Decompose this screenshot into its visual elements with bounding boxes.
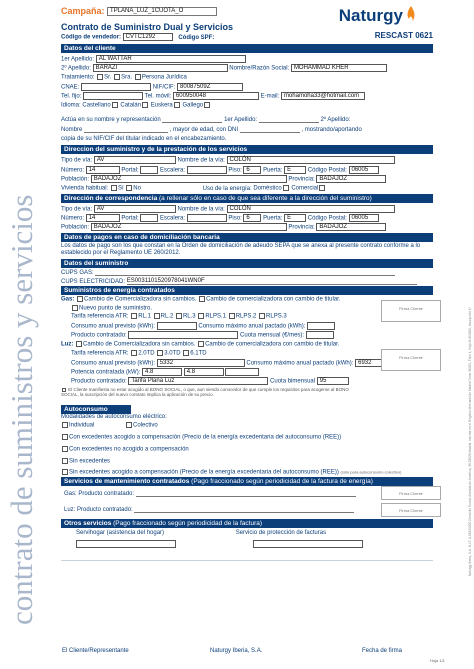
gas-row-1 xyxy=(61,296,433,303)
supply-numero-row xyxy=(61,166,433,174)
naturgy-logo xyxy=(339,6,403,26)
idioma-row xyxy=(61,102,433,109)
potencia-label: Potencia contratada xyxy=(71,369,125,376)
corr-cp-field[interactable]: 06005 xyxy=(349,214,379,222)
supply-via-row xyxy=(61,156,433,164)
nif-field[interactable]: 80087509Z xyxy=(177,83,243,91)
tipo-via-label: Tipo de vía: xyxy=(61,157,93,164)
other-header-note: (Pago fraccionado según periodicidad de la factura) xyxy=(113,520,263,527)
servihogar-label: Servihogar (asistencia del hogar) xyxy=(76,530,165,536)
gas-consumo-field[interactable] xyxy=(157,322,197,330)
auto-exc1-row xyxy=(61,434,433,441)
luz-consumo-label: Consumo anual previsto (kWh): xyxy=(71,360,156,367)
luz-consumo-max-field[interactable]: 6932 xyxy=(355,359,383,367)
gas-label: Gas: xyxy=(61,296,75,303)
luz-consumo-field[interactable]: 5332 xyxy=(157,359,245,367)
ap2-field[interactable]: BARAZI xyxy=(93,64,228,72)
corr-portal-field[interactable] xyxy=(140,214,158,222)
luz-cambio-sin-checkbox[interactable] xyxy=(76,341,82,347)
luz-tarifa-label: Tarifa referencia ATR: xyxy=(71,350,129,357)
maint-header-note: (Pago fraccionado según periodicidad de la factura de energía) xyxy=(191,478,373,485)
other-header xyxy=(61,519,433,528)
rep-ap2-label: 2º Apellido: xyxy=(320,117,351,124)
corr-numero-label: Número: xyxy=(61,215,85,222)
gas-nuevo-checkbox[interactable] xyxy=(72,305,78,311)
gas-cambio-con-checkbox[interactable] xyxy=(199,296,205,302)
idioma-label: Idioma: xyxy=(61,102,81,109)
flame-icon xyxy=(405,5,417,23)
exc3-checkbox[interactable] xyxy=(62,458,68,464)
rep-mostrando-label: , mostrando/aportando xyxy=(301,127,362,134)
servihogar-field[interactable] xyxy=(76,540,176,548)
movil-label: Tel. móvil: xyxy=(144,93,172,100)
energy-header: Suministros de energía contratados xyxy=(61,286,433,295)
bono-social-note xyxy=(61,387,361,397)
sra-checkbox[interactable] xyxy=(114,74,120,80)
footer-fecha: Fecha de firma xyxy=(362,648,403,654)
cups-gas-field[interactable] xyxy=(95,269,395,276)
bank-text: Los datos de pago son los que constan en la Orden de domiciliación de adeudo SEPA que se anexa al presente contrato conforme a lo establecido por el Reglamento UE 260/2012. xyxy=(61,243,421,256)
colectivo-label: Colectivo xyxy=(133,422,158,429)
proteccion-label: Servicio de protección de facturas xyxy=(235,530,327,536)
cp-field[interactable]: 06005 xyxy=(349,166,379,174)
rlps3-checkbox[interactable] xyxy=(259,313,265,319)
luz-producto-field[interactable]: Tarifa Plana Luz xyxy=(128,377,268,385)
auto-exc2-row xyxy=(61,446,433,453)
td6-label: 6.1TD xyxy=(190,350,207,357)
corr-via-row xyxy=(61,205,433,213)
cups-gas-row xyxy=(61,269,433,276)
td2-label: 2.0TD xyxy=(138,350,155,357)
exc2-checkbox[interactable] xyxy=(62,446,68,452)
rlps2-label: RLPS.2 xyxy=(235,313,257,320)
luz-opt2-label: Cambio de comercializadora con cambio de titular. xyxy=(205,341,340,348)
spf-label: Código SPF: xyxy=(178,34,215,41)
gas-consumo-max-field[interactable] xyxy=(307,322,335,330)
corr-provincia-field[interactable]: BADAJOZ xyxy=(316,223,386,231)
gas-producto-field[interactable] xyxy=(128,331,238,339)
ap1-label: 1er Apellido: xyxy=(61,56,95,63)
rlps1-label: RLPS.1 xyxy=(205,313,227,320)
corr-cp-label: Código Postal: xyxy=(307,215,347,222)
corr-puerta-label: Puerta: xyxy=(263,215,283,222)
cnae-row xyxy=(61,83,433,91)
cnae-label: CNAE: xyxy=(61,84,80,91)
potencia-unit: (kW): xyxy=(126,369,141,376)
servihogar-row xyxy=(76,530,448,536)
piso-label: Piso: xyxy=(228,167,242,174)
campaign xyxy=(61,6,217,16)
campaign-field[interactable]: TPLANA_LUZ_1CUOTA_O xyxy=(107,7,217,16)
rep-nombre-label: Nombre xyxy=(61,127,83,134)
maint-gas-signature[interactable]: Firma Cliente xyxy=(381,486,441,500)
poblacion-field[interactable]: BADAJOZ xyxy=(91,175,287,183)
catalan-label: Catalán xyxy=(120,102,142,109)
other-fields-row xyxy=(76,540,448,548)
cups-gas-label: CUPS GAS: xyxy=(61,270,94,277)
nombre-label: Nombre/Razón Social: xyxy=(229,65,290,72)
page-number: Hoja 1/1 xyxy=(430,658,445,663)
luz-producto-row xyxy=(71,377,443,385)
gas-cambio-sin-checkbox[interactable] xyxy=(77,296,83,302)
provincia-field[interactable]: BADAJOZ xyxy=(316,175,386,183)
numero-field[interactable]: 14 xyxy=(86,166,120,174)
castellano-checkbox[interactable] xyxy=(112,102,118,108)
auto-header: Autoconsumo xyxy=(61,405,131,414)
euskera-label: Euskera xyxy=(150,102,173,109)
corr-tipo-via-field[interactable]: AV xyxy=(94,205,176,213)
maint-luz-label: Luz: Producto contratado: xyxy=(64,507,133,514)
pj-checkbox[interactable] xyxy=(135,74,141,80)
td6-checkbox[interactable] xyxy=(183,350,189,356)
cp-label: Código Postal: xyxy=(307,167,347,174)
cnae-field[interactable] xyxy=(81,83,151,91)
nombre-field[interactable]: MOHAMMAD KHER xyxy=(291,64,387,72)
side-title-text: contrato de suministros y servicios xyxy=(4,194,39,625)
gas-opt1-label: Cambio de Comercializadora sin cambios. xyxy=(84,296,197,303)
tel-label: Tel. fijo: xyxy=(61,93,82,100)
td2-checkbox[interactable] xyxy=(131,350,137,356)
rl2-label: RL.2 xyxy=(160,313,174,320)
gas-opt3-label: Nuevo punto de suministro. xyxy=(79,305,153,312)
comercial-label: Comercial xyxy=(291,185,319,192)
domestico-checkbox[interactable] xyxy=(283,185,289,191)
corr-piso-label: Piso: xyxy=(228,215,242,222)
potencia-p3-field[interactable] xyxy=(225,368,259,376)
maint-header-text: Servicios de mantenimiento contratados xyxy=(64,478,190,485)
rep-row-3: copia de su NIF/CIF del titular indicado en el encabezamiento. xyxy=(61,136,227,142)
gas-producto-label: Producto contratado: xyxy=(71,332,127,339)
nif-label: NIF/CIF: xyxy=(152,84,176,91)
auto-exc4-row xyxy=(61,469,433,476)
gas-signature-box[interactable]: Firma Cliente xyxy=(381,300,441,322)
tel-row xyxy=(61,92,433,100)
side-legal-code xyxy=(464,118,474,578)
vivienda-no-checkbox[interactable] xyxy=(126,185,132,191)
provincia-label: Provincia: xyxy=(288,176,315,183)
luz-row-1 xyxy=(61,341,433,348)
rep-nombre-field[interactable] xyxy=(84,126,168,133)
gas-producto-row xyxy=(71,331,443,339)
cups-elec-row xyxy=(61,278,433,285)
corr-nombre-via-label: Nombre de la vía: xyxy=(177,206,225,213)
rep-actua: Actúa en xyxy=(61,117,85,124)
gas-cuota-label: Cuota mensual (€/mes): xyxy=(240,332,305,339)
td3-label: 3.0TD xyxy=(164,350,181,357)
vivienda-label: Vivienda habitual: xyxy=(61,185,109,192)
tel-field[interactable] xyxy=(83,92,143,100)
piso-field[interactable]: 6 xyxy=(243,166,261,174)
colectivo-checkbox[interactable] xyxy=(126,422,132,428)
maint-header xyxy=(61,477,433,486)
vivienda-si-checkbox[interactable] xyxy=(111,185,117,191)
sr-checkbox[interactable] xyxy=(97,74,103,80)
numero-label: Número: xyxy=(61,167,85,174)
email-field[interactable]: mohamoha33@hotmail.com xyxy=(281,92,365,100)
exc3-label: Sin excedentes xyxy=(69,458,111,465)
domestico-label: Doméstico xyxy=(253,185,282,192)
nombre-via-field[interactable]: COLÓN xyxy=(227,156,395,164)
potencia-p2-field[interactable]: 4.8 xyxy=(184,368,224,376)
maint-gas-field[interactable] xyxy=(136,490,356,497)
gas-opt2-label: Cambio de comercializadora con cambio de titular. xyxy=(206,296,341,303)
gas-cuota-field[interactable] xyxy=(306,331,334,339)
castellano-label: Castellano xyxy=(82,102,111,109)
supply-poblacion-row xyxy=(61,175,433,183)
sra-label: Sra. xyxy=(121,74,133,81)
rlps3-label: RLPS.3 xyxy=(266,313,287,320)
proteccion-field[interactable] xyxy=(253,540,363,548)
corr-poblacion-label: Población: xyxy=(61,224,90,231)
rlps1-checkbox[interactable] xyxy=(198,313,204,319)
auto-exc3-row xyxy=(61,458,433,465)
gas-tarifa-label: Tarifa referencia ATR: xyxy=(71,313,129,320)
cuota-bimensual-label: Cuota bimensual xyxy=(270,378,316,385)
client-section-header: Datos del cliente xyxy=(61,44,433,53)
vivienda-row xyxy=(61,185,433,192)
rlps2-checkbox[interactable] xyxy=(229,313,235,319)
ap2-label: 2º Apellido: xyxy=(61,65,91,72)
exc2-label: Con excedentes no acogido a compensación xyxy=(69,446,189,453)
gallego-checkbox[interactable] xyxy=(204,102,210,108)
vendor-label: Código de vendedor: xyxy=(61,34,121,41)
movil-field[interactable]: 600950048 xyxy=(173,92,259,100)
rep-row-2 xyxy=(61,126,433,133)
puerta-field[interactable]: E xyxy=(284,166,306,174)
no-label: No xyxy=(133,185,141,192)
rep-ap1-field[interactable] xyxy=(259,116,319,123)
form-code: RESCAST 0621 xyxy=(374,31,433,40)
potencia-p1-field[interactable]: 4.8 xyxy=(142,368,182,376)
euskera-checkbox[interactable] xyxy=(174,102,180,108)
tratamiento-row xyxy=(61,74,433,81)
exc4-label: Sin excedentes acogido a compensación (Precio de la energía excedentaria del autoconsumo (REE)) xyxy=(69,469,339,476)
uso-label: Uso de la energía: xyxy=(202,185,252,192)
corr-tipo-via-label: Tipo de vía: xyxy=(61,206,93,213)
si-label: Sí xyxy=(117,185,124,192)
rl2-checkbox[interactable] xyxy=(154,313,160,319)
corr-poblacion-row xyxy=(61,223,433,231)
email-label: E-mail: xyxy=(260,93,280,100)
corr-poblacion-field[interactable]: BADAJOZ xyxy=(91,223,287,231)
rl3-checkbox[interactable] xyxy=(176,313,182,319)
logo-text: Naturgy xyxy=(338,6,403,25)
luz-producto-label: Producto contratado: xyxy=(71,378,127,385)
tratamiento-label: Tratamiento: xyxy=(61,74,95,81)
auto-modalidades: Modalidades de autoconsumo eléctrico: xyxy=(61,414,167,420)
rep-nombre-repr: su nombre y representación xyxy=(86,117,161,124)
rl1-checkbox[interactable] xyxy=(131,313,137,319)
individual-checkbox[interactable] xyxy=(62,422,68,428)
escalera-field[interactable] xyxy=(187,166,227,174)
maint-luz-signature[interactable]: Firma Cliente xyxy=(381,503,441,517)
catalan-checkbox[interactable] xyxy=(142,102,148,108)
side-title xyxy=(2,110,42,630)
rl1-label: RL.1 xyxy=(138,313,151,320)
campaign-label: Campaña: xyxy=(61,6,105,16)
corr-escalera-label: Escalera: xyxy=(160,215,186,222)
bank-header: Datos de pagos en caso de domiciliación bancaria xyxy=(61,233,433,242)
gallego-label: Gallego xyxy=(182,102,204,109)
client-ap2-row xyxy=(61,64,433,72)
vendor-field[interactable]: CVTC1292 xyxy=(123,33,173,41)
maint-luz-field[interactable] xyxy=(134,506,354,513)
individual-label: Individual xyxy=(69,422,95,429)
exc4-note: (sólo para autoconsumo colectivo) xyxy=(340,469,402,475)
rep-ap1-label: 1er Apellido: xyxy=(224,117,258,124)
luz-consumo-max-label: Consumo máximo anual pactado (kWh): xyxy=(246,360,354,367)
luz-label: Luz: xyxy=(61,341,74,348)
footer-cliente: El Cliente/Representante xyxy=(62,648,129,654)
corr-nombre-via-field[interactable]: COLÓN xyxy=(227,205,395,213)
td3-checkbox[interactable] xyxy=(157,350,163,356)
supply-data-header: Datos del suministro xyxy=(61,259,433,268)
corr-portal-label: Portal: xyxy=(121,215,139,222)
supply-address-header: Direccion del suministro y de la prestación de los servicios xyxy=(61,145,433,154)
auto-modalidad-row xyxy=(61,422,433,429)
corr-escalera-field[interactable] xyxy=(187,214,227,222)
comercial-checkbox[interactable] xyxy=(319,185,325,191)
pj-label: Persona Jurídica xyxy=(141,74,187,81)
luz-opt1-label: Cambio de Comercializadora sin cambios. xyxy=(83,341,196,348)
escalera-label: Escalera: xyxy=(160,167,186,174)
corr-address-header xyxy=(61,194,433,203)
ap1-field[interactable]: AL WATTAR xyxy=(96,55,246,63)
corr-puerta-field[interactable]: E xyxy=(284,214,306,222)
rl3-label: RL.3 xyxy=(182,313,196,320)
exc4-checkbox[interactable] xyxy=(62,469,68,475)
tipo-via-field[interactable]: AV xyxy=(94,156,176,164)
rep-dni-field[interactable] xyxy=(240,126,300,133)
exc1-label: Con excedentes acogido a compensación (Precio de la energía excedentaria del autoconsumo (REE)) xyxy=(69,434,342,441)
corr-numero-field[interactable]: 14 xyxy=(86,214,120,222)
bono-social-text: El Cliente manifiesta no estar acogido al BONO SOCIAL, o que, aun siendo conocedor de que cumple los requisitos para acogerse al BONO SOCIAL, la suscripción del nuevo contrato implica la aplicación de su precio. xyxy=(61,387,349,397)
corr-header-text: Dirección de correspondencia xyxy=(64,195,158,202)
form-bottom-line xyxy=(61,560,433,561)
other-header-text: Otros servicios xyxy=(64,520,112,527)
footer-empresa: Naturgy Iberia, S.A. xyxy=(210,648,263,654)
cups-elec-label: CUPS ELECTRICIDAD: xyxy=(61,279,126,286)
gas-consumo-row xyxy=(71,322,443,330)
corr-piso-field[interactable]: 6 xyxy=(243,214,261,222)
corr-header-note: (a rellenar sólo en caso de que sea diferente a la dirección del suministro) xyxy=(159,195,372,202)
side-legal-text: Naturgy Iberia, S.A. N.I.F. A-08431090 Domicilio Social: Avenida de América, 38 28028 Madrid. Inscrita en el Registro Mercantil de Madrid Tomo 36452, Folio 1, Hoja M-654000, Inscripción 1ª xyxy=(468,307,472,576)
rep-line-blank[interactable] xyxy=(162,116,222,123)
corr-numero-row xyxy=(61,214,433,222)
maint-gas-label: Gas: Producto contratado: xyxy=(64,491,135,498)
corr-provincia-label: Provincia: xyxy=(288,224,315,231)
gas-consumo-max-label: Consumo máximo anual pactado (kWh): xyxy=(198,323,306,330)
portal-label: Portal: xyxy=(121,167,139,174)
client-ap1-row xyxy=(61,55,433,63)
luz-cambio-con-checkbox[interactable] xyxy=(198,341,204,347)
document-title: Contrato de Suministro Dual y Servicios xyxy=(61,22,234,32)
exc1-checkbox[interactable] xyxy=(62,434,68,440)
cuota-bimensual-field[interactable]: 95 xyxy=(317,377,349,385)
gas-consumo-label: Consumo anual previsto (kWh): xyxy=(71,323,156,330)
rep-mayor-label: , mayor de edad, con DNI xyxy=(169,127,239,134)
rep-row-1 xyxy=(61,116,433,123)
cups-elec-field[interactable]: ES0031101520978041WN0F xyxy=(127,278,417,285)
portal-field[interactable] xyxy=(140,166,158,174)
poblacion-label: Población: xyxy=(61,176,90,183)
nombre-via-label: Nombre de la vía: xyxy=(177,157,225,164)
luz-signature-box[interactable]: Firma Cliente xyxy=(381,349,441,371)
sr-label: Sr. xyxy=(104,74,112,81)
puerta-label: Puerta: xyxy=(263,167,283,174)
